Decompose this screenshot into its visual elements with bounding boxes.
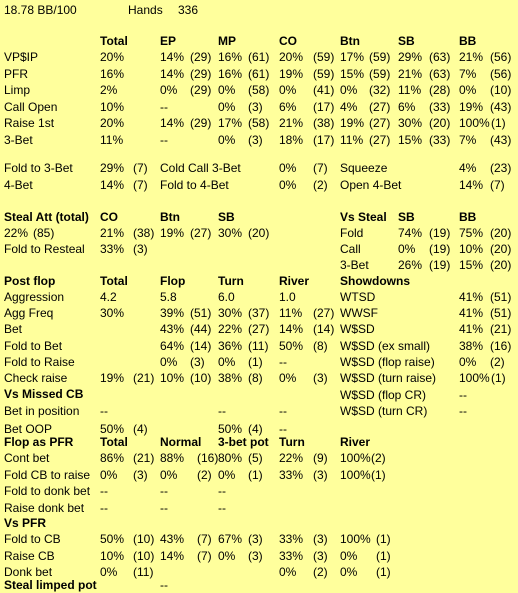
- limp-sb-value: 11%: [398, 83, 422, 97]
- sd-w-sd-flop-raise-count: (2): [490, 354, 505, 369]
- fold-to-resteal-count: (3): [133, 242, 148, 256]
- sd-w-sd-value: 41%: [459, 322, 484, 337]
- 3-bet-ep-value: --: [160, 132, 168, 147]
- sd-w-sd-flop-raise-value: 0%: [459, 354, 477, 369]
- steal-header-co: CO: [100, 210, 118, 224]
- check-raise-turn-value: 38%: [218, 371, 243, 385]
- steal-att-total-count: (85): [33, 226, 55, 240]
- fold-to-cb-1-value: 43%: [160, 532, 185, 546]
- vs-steal-call-bb-count: (20): [490, 242, 512, 256]
- steal-att-label: Steal Att (total): [4, 210, 89, 224]
- check-raise-turn-count: (8): [248, 371, 263, 385]
- bet-river-value: 14%: [279, 322, 304, 337]
- vp-ip-co-count: (59): [313, 50, 335, 64]
- agg-freq-river-count: (27): [313, 306, 335, 321]
- fold-to-raise-turn-count: (1): [248, 354, 263, 369]
- postflop-row-agg-freq: Agg Freq: [4, 306, 54, 321]
- 3-bet-sb-count: (33): [429, 132, 451, 147]
- pfr-row-cont-bet: Cont bet: [4, 451, 50, 465]
- col-header-total: Total: [100, 34, 128, 48]
- steal-co-count: (38): [133, 226, 155, 240]
- vs-steal-3-bet-sb-count: (19): [429, 258, 451, 272]
- 4-bet-value: 14%: [100, 178, 125, 192]
- hands-label: Hands: [128, 3, 163, 17]
- bet-oop-0-count: (4): [133, 422, 148, 436]
- 3-bet-btn-value: 11%: [340, 132, 364, 147]
- vs-steal-call-label: Call: [340, 242, 361, 256]
- vs-steal-header-sb: SB: [398, 210, 415, 224]
- row-label-vp-ip: VP$IP: [4, 50, 39, 64]
- cont-bet-3-bet-pot-value: 80%: [218, 451, 243, 465]
- postflop-row-aggression: Aggression: [4, 290, 65, 304]
- raise-1st-mp-count: (58): [248, 116, 270, 130]
- raise-1st-bb-value: 100%: [459, 116, 490, 130]
- raise-cb-3-count: (3): [313, 548, 328, 563]
- postflop-row-fold-to-bet: Fold to Bet: [4, 338, 63, 353]
- check-raise-river-count: (3): [313, 371, 328, 385]
- col-header-bb: BB: [459, 34, 477, 48]
- donk-bet-0-value: 0%: [100, 565, 118, 579]
- raise-1st-ep-count: (29): [190, 116, 212, 130]
- vp-ip-sb-value: 29%: [398, 50, 423, 64]
- call-open-co-value: 6%: [279, 99, 297, 114]
- bet-turn-count: (27): [248, 322, 270, 337]
- 3-bet-co-value: 18%: [279, 132, 304, 147]
- vs-steal-fold-sb-count: (19): [429, 226, 451, 240]
- aggression-flop-value: 5.8: [160, 290, 177, 304]
- call-open-btn-value: 4%: [340, 99, 358, 114]
- pfr-co-value: 19%: [279, 66, 304, 81]
- raise-1st-bb-count: (1): [491, 116, 506, 130]
- label-cold-call-3-bet: Cold Call 3-Bet: [160, 161, 241, 175]
- donk-bet-4-count: (1): [376, 565, 391, 579]
- sd-w-sd-flop-raise-label: W$SD (flop raise): [340, 354, 435, 369]
- fold-to-cb-3-value: 33%: [279, 532, 304, 546]
- pfr-bb-value: 7%: [459, 66, 477, 81]
- vp-ip-mp-value: 16%: [218, 50, 243, 64]
- pfr-header-normal: Normal: [160, 435, 202, 449]
- fold-to-cb-3-count: (3): [313, 532, 328, 546]
- call-open-bb-count: (43): [490, 99, 512, 114]
- sd-w-sd-flop-cr-label: W$SD (flop CR): [340, 388, 427, 402]
- steal-sb-count: (20): [248, 226, 270, 240]
- raise-1st-mp-value: 17%: [218, 116, 243, 130]
- postflop-header-river: River: [279, 274, 310, 288]
- call-open-sb-count: (33): [429, 99, 451, 114]
- sd-wtsd-label: WTSD: [340, 290, 376, 304]
- fold-to-bet-river-value: 50%: [279, 338, 304, 353]
- raise-1st-ep-value: 14%: [160, 116, 185, 130]
- col-header-co: CO: [279, 34, 297, 48]
- fold-to-donk-bet-normal-value: --: [160, 484, 168, 498]
- sd-wtsd-count: (51): [490, 290, 512, 304]
- sd-w-sd-ex-small-value: 38%: [459, 338, 484, 353]
- agg-freq-turn-count: (37): [248, 306, 270, 321]
- pfr-btn-count: (59): [369, 66, 391, 81]
- vs-missed-cb-label: Vs Missed CB: [4, 387, 84, 401]
- bet-oop-3-value: --: [279, 422, 287, 436]
- vs-steal-3-bet-bb-value: 15%: [459, 258, 484, 272]
- pfr-btn-value: 15%: [340, 66, 365, 81]
- vs-pfr-row-fold-to-cb: Fold to CB: [4, 532, 61, 546]
- donk-bet-0-count: (11): [133, 565, 154, 579]
- raise-cb-2-count: (3): [248, 548, 263, 563]
- limp-btn-value: 0%: [340, 83, 358, 97]
- check-raise-total-count: (21): [133, 371, 155, 385]
- fold-to-donk-bet-total-value: --: [100, 484, 108, 498]
- donk-bet-4-value: 0%: [340, 565, 358, 579]
- fold-to-bet-river-count: (8): [313, 338, 328, 353]
- fold-cb-to-raise-turn-count: (3): [313, 467, 328, 482]
- open-4-bet-value: 14%: [459, 178, 484, 192]
- pfr-bb-count: (56): [490, 66, 512, 81]
- bet-flop-count: (44): [190, 322, 212, 337]
- vp-ip-co-value: 20%: [279, 50, 304, 64]
- pfr-ep-value: 14%: [160, 66, 185, 81]
- cont-bet-river-value: 100%: [340, 451, 371, 465]
- bet-turn-value: 22%: [218, 322, 243, 337]
- label-open-4-bet: Open 4-Bet: [340, 178, 402, 192]
- agg-freq-flop-value: 39%: [160, 306, 185, 321]
- vs-steal-call-sb-count: (19): [429, 242, 451, 256]
- fold-to-4-bet-count: (2): [313, 178, 328, 192]
- pfr-sb-count: (63): [429, 66, 451, 81]
- row-label-3-bet: 3-Bet: [4, 132, 33, 147]
- vp-ip-ep-value: 14%: [160, 50, 185, 64]
- bet-flop-value: 43%: [160, 322, 185, 337]
- flop-as-pfr-label: Flop as PFR: [4, 435, 74, 449]
- bet-oop-0-value: 50%: [100, 422, 125, 436]
- pfr-row-fold-to-donk-bet: Fold to donk bet: [4, 484, 91, 498]
- agg-freq-river-value: 11%: [279, 306, 303, 321]
- check-raise-total-value: 19%: [100, 371, 125, 385]
- bet-oop-2-value: 50%: [218, 422, 243, 436]
- fold-to-raise-river-value: --: [279, 354, 287, 369]
- vs-pfr-row-donk-bet: Donk bet: [4, 565, 53, 579]
- pfr-header-river: River: [340, 435, 371, 449]
- 3-bet-total-value: 11%: [100, 132, 124, 147]
- raise-cb-4-value: 0%: [340, 548, 358, 563]
- steal-header-sb: SB: [218, 210, 235, 224]
- fold-cb-to-raise-total-value: 0%: [100, 467, 118, 482]
- hands-value: 336: [178, 3, 199, 17]
- check-raise-river-value: 0%: [279, 371, 297, 385]
- postflop-label: Post flop: [4, 274, 56, 288]
- pfr-header-turn: Turn: [279, 435, 305, 449]
- fold-cb-to-raise-3-bet-pot-count: (1): [248, 467, 263, 482]
- fold-cb-to-raise-turn-value: 33%: [279, 467, 304, 482]
- fold-to-cb-2-count: (3): [248, 532, 263, 546]
- fold-to-3-bet-value: 29%: [100, 161, 125, 175]
- fold-to-cb-2-value: 67%: [218, 532, 243, 546]
- row-label-pfr: PFR: [4, 66, 28, 81]
- 3-bet-co-count: (17): [313, 132, 335, 147]
- steal-btn-value: 19%: [160, 226, 185, 240]
- limp-co-value: 0%: [279, 83, 297, 97]
- bet-in-position-0-value: --: [100, 404, 108, 418]
- fold-to-bet-flop-count: (14): [190, 338, 212, 353]
- vs-steal-3-bet-label: 3-Bet: [340, 258, 369, 272]
- pfr-header-total: Total: [100, 435, 128, 449]
- cont-bet-river-count: (2): [371, 451, 386, 465]
- call-open-total-value: 10%: [100, 99, 125, 114]
- vp-ip-total-value: 20%: [100, 50, 125, 64]
- vs-steal-3-bet-sb-value: 26%: [398, 258, 423, 272]
- call-open-sb-value: 6%: [398, 99, 416, 114]
- sd-w-sd-turn-raise-value: 100%: [459, 371, 490, 385]
- vs-steal-fold-sb-value: 74%: [398, 226, 423, 240]
- col-header-ep: EP: [160, 34, 177, 48]
- limp-total-value: 2%: [100, 83, 118, 97]
- cont-bet-3-bet-pot-count: (5): [248, 451, 263, 465]
- call-open-mp-count: (3): [248, 99, 263, 114]
- check-raise-flop-count: (10): [190, 371, 212, 385]
- vp-ip-bb-value: 21%: [459, 50, 484, 64]
- pfr-ep-count: (29): [190, 66, 212, 81]
- steal-att-total-value: 22%: [4, 226, 29, 240]
- raise-cb-4-count: (1): [376, 548, 391, 563]
- vs-pfr-row-raise-cb: Raise CB: [4, 548, 55, 563]
- 3-bet-bb-value: 7%: [459, 132, 477, 147]
- sd-wwsf-label: WWSF: [340, 306, 378, 321]
- steal-btn-count: (27): [190, 226, 212, 240]
- vs-steal-header-bb: BB: [459, 210, 477, 224]
- cold-call-3-bet-value: 0%: [279, 161, 297, 175]
- sd-wwsf-value: 41%: [459, 306, 484, 321]
- call-open-btn-count: (27): [369, 99, 391, 114]
- postflop-header-total: Total: [100, 274, 128, 288]
- missed-cb-row-bet-oop: Bet OOP: [4, 422, 53, 436]
- vp-ip-sb-count: (63): [429, 50, 451, 64]
- raise-cb-0-count: (10): [133, 548, 155, 563]
- aggression-turn-value: 6.0: [218, 290, 235, 304]
- raise-donk-bet-total-value: --: [100, 500, 108, 515]
- row-label-call-open: Call Open: [4, 99, 58, 114]
- fold-cb-to-raise-normal-value: 0%: [160, 467, 178, 482]
- fold-to-cb-4-value: 100%: [340, 532, 371, 546]
- steal-header-btn: Btn: [160, 210, 180, 224]
- label-fold-to-3-bet: Fold to 3-Bet: [4, 161, 73, 175]
- cont-bet-total-count: (21): [133, 451, 155, 465]
- fold-to-cb-0-count: (10): [133, 532, 155, 546]
- label-fold-to-4-bet: Fold to 4-Bet: [160, 178, 229, 192]
- fold-to-raise-turn-value: 0%: [218, 354, 236, 369]
- limp-btn-count: (32): [369, 83, 391, 97]
- showdowns-label: Showdowns: [340, 274, 410, 288]
- missed-cb-row-bet-in-position: Bet in position: [4, 404, 80, 418]
- col-header-sb: SB: [398, 34, 415, 48]
- raise-cb-1-count: (7): [197, 548, 212, 563]
- label-4-bet: 4-Bet: [4, 178, 33, 192]
- fold-to-4-bet-value: 0%: [279, 178, 297, 192]
- limp-mp-value: 0%: [218, 83, 236, 97]
- fold-to-cb-0-value: 50%: [100, 532, 125, 546]
- pfr-sb-value: 21%: [398, 66, 423, 81]
- pfr-mp-count: (61): [248, 66, 270, 81]
- postflop-row-check-raise: Check raise: [4, 371, 68, 385]
- limp-bb-count: (10): [490, 83, 512, 97]
- raise-cb-1-value: 14%: [160, 548, 185, 563]
- call-open-ep-value: --: [160, 99, 168, 114]
- bet-in-position-2-value: --: [218, 404, 226, 418]
- fold-to-raise-flop-count: (3): [190, 354, 205, 369]
- fold-to-cb-4-count: (1): [376, 532, 391, 546]
- raise-1st-sb-count: (20): [429, 116, 451, 130]
- squeeze-value: 4%: [459, 161, 477, 175]
- limp-sb-count: (28): [429, 83, 451, 97]
- row-label-raise-1st: Raise 1st: [4, 116, 55, 130]
- fold-cb-to-raise-river-value: 100%: [340, 467, 371, 482]
- vs-pfr-label: Vs PFR: [4, 516, 47, 530]
- 3-bet-mp-value: 0%: [218, 132, 236, 147]
- fold-to-cb-1-count: (7): [197, 532, 212, 546]
- fold-to-bet-turn-value: 36%: [218, 338, 243, 353]
- sd-wtsd-value: 41%: [459, 290, 484, 304]
- open-4-bet-count: (7): [490, 178, 505, 192]
- pfr-row-fold-cb-to-raise: Fold CB to raise: [4, 467, 91, 482]
- vp-ip-btn-value: 17%: [340, 50, 365, 64]
- vs-steal-fold-bb-count: (20): [490, 226, 512, 240]
- sd-w-sd-flop-cr-value: --: [459, 388, 467, 402]
- vp-ip-btn-count: (59): [369, 50, 391, 64]
- vs-steal-label: Vs Steal: [340, 210, 387, 224]
- vs-steal-3-bet-bb-count: (20): [490, 258, 512, 272]
- donk-bet-3-value: 0%: [279, 565, 297, 579]
- steal-limped-pot-label: Steal limped pot: [4, 578, 97, 592]
- fold-to-donk-bet-3-bet-pot-value: --: [218, 484, 226, 498]
- cont-bet-total-value: 86%: [100, 451, 125, 465]
- 3-bet-mp-count: (3): [248, 132, 263, 147]
- sd-w-sd-ex-small-label: W$SD (ex small): [340, 338, 431, 353]
- 3-bet-bb-count: (43): [490, 132, 512, 147]
- agg-freq-flop-count: (51): [190, 306, 212, 321]
- 4-bet-count: (7): [133, 178, 148, 192]
- agg-freq-total-value: 30%: [100, 306, 125, 321]
- raise-1st-btn-count: (27): [369, 116, 391, 130]
- pfr-mp-value: 16%: [218, 66, 243, 81]
- raise-donk-bet-3-bet-pot-value: --: [218, 500, 226, 515]
- vs-steal-fold-label: Fold: [340, 226, 364, 240]
- raise-1st-btn-value: 19%: [340, 116, 365, 130]
- fold-cb-to-raise-river-count: (1): [371, 467, 386, 482]
- pfr-row-raise-donk-bet: Raise donk bet: [4, 500, 85, 515]
- winrate-label: 18.78 BB/100: [4, 3, 77, 17]
- steal-sb-value: 30%: [218, 226, 243, 240]
- raise-1st-co-count: (38): [313, 116, 335, 130]
- label-squeeze: Squeeze: [340, 161, 388, 175]
- fold-cb-to-raise-normal-count: (2): [197, 467, 212, 482]
- raise-donk-bet-normal-value: --: [160, 500, 168, 515]
- agg-freq-turn-value: 30%: [218, 306, 243, 321]
- bet-in-position-3-value: --: [279, 404, 287, 418]
- vp-ip-mp-count: (61): [248, 50, 270, 64]
- sd-w-sd-turn-cr-value: --: [459, 404, 467, 418]
- raise-cb-3-value: 33%: [279, 548, 304, 563]
- steal-limped-pot-value: --: [160, 578, 168, 592]
- pfr-total-value: 16%: [100, 66, 125, 81]
- sd-w-sd-label: W$SD: [340, 322, 375, 337]
- fold-cb-to-raise-3-bet-pot-value: 0%: [218, 467, 236, 482]
- postflop-row-bet: Bet: [4, 322, 23, 337]
- vs-steal-fold-bb-value: 75%: [459, 226, 484, 240]
- limp-ep-count: (29): [190, 83, 212, 97]
- vs-steal-call-bb-value: 10%: [459, 242, 484, 256]
- postflop-row-fold-to-raise: Fold to Raise: [4, 354, 75, 369]
- call-open-co-count: (17): [313, 99, 335, 114]
- limp-co-count: (41): [313, 83, 335, 97]
- pfr-header-3-bet-pot: 3-bet pot: [218, 435, 269, 449]
- call-open-mp-value: 0%: [218, 99, 236, 114]
- vp-ip-bb-count: (56): [490, 50, 512, 64]
- cold-call-3-bet-count: (7): [313, 161, 328, 175]
- fold-to-bet-turn-count: (11): [248, 338, 269, 353]
- fold-to-bet-flop-value: 64%: [160, 338, 185, 353]
- bet-river-count: (14): [313, 322, 335, 337]
- sd-wwsf-count: (51): [490, 306, 512, 321]
- aggression-total-value: 4.2: [100, 290, 117, 304]
- fold-to-resteal-label: Fold to Resteal: [4, 242, 85, 256]
- limp-mp-count: (58): [248, 83, 270, 97]
- sd-w-sd-turn-raise-count: (1): [491, 371, 506, 385]
- limp-bb-value: 0%: [459, 83, 477, 97]
- 3-bet-btn-count: (27): [369, 132, 391, 147]
- sd-w-sd-turn-raise-label: W$SD (turn raise): [340, 371, 437, 385]
- squeeze-count: (23): [490, 161, 512, 175]
- row-label-limp: Limp: [4, 83, 31, 97]
- raise-cb-0-value: 10%: [100, 548, 125, 563]
- postflop-header-turn: Turn: [218, 274, 244, 288]
- raise-1st-co-value: 21%: [279, 116, 304, 130]
- cont-bet-turn-value: 22%: [279, 451, 304, 465]
- col-header-mp: MP: [218, 34, 236, 48]
- pfr-co-count: (59): [313, 66, 335, 81]
- bet-oop-2-count: (4): [248, 422, 263, 436]
- vp-ip-ep-count: (29): [190, 50, 212, 64]
- call-open-bb-value: 19%: [459, 99, 484, 114]
- cont-bet-turn-count: (9): [313, 451, 328, 465]
- vs-steal-call-sb-value: 0%: [398, 242, 416, 256]
- col-header-btn: Btn: [340, 34, 360, 48]
- fold-to-resteal-value: 33%: [100, 242, 125, 256]
- fold-to-3-bet-count: (7): [133, 161, 148, 175]
- postflop-header-flop: Flop: [160, 274, 186, 288]
- check-raise-flop-value: 10%: [160, 371, 185, 385]
- 3-bet-sb-value: 15%: [398, 132, 423, 147]
- aggression-river-value: 1.0: [279, 290, 296, 304]
- limp-ep-value: 0%: [160, 83, 178, 97]
- raise-1st-sb-value: 30%: [398, 116, 423, 130]
- sd-w-sd-turn-cr-label: W$SD (turn CR): [340, 404, 428, 418]
- sd-w-sd-ex-small-count: (16): [490, 338, 512, 353]
- cont-bet-normal-value: 88%: [160, 451, 185, 465]
- sd-w-sd-count: (21): [490, 322, 512, 337]
- fold-to-raise-flop-value: 0%: [160, 354, 178, 369]
- fold-cb-to-raise-total-count: (3): [133, 467, 148, 482]
- raise-1st-total-value: 20%: [100, 116, 125, 130]
- raise-cb-2-value: 0%: [218, 548, 236, 563]
- donk-bet-3-count: (2): [313, 565, 328, 579]
- steal-co-value: 21%: [100, 226, 125, 240]
- cont-bet-normal-count: (16): [197, 451, 219, 465]
